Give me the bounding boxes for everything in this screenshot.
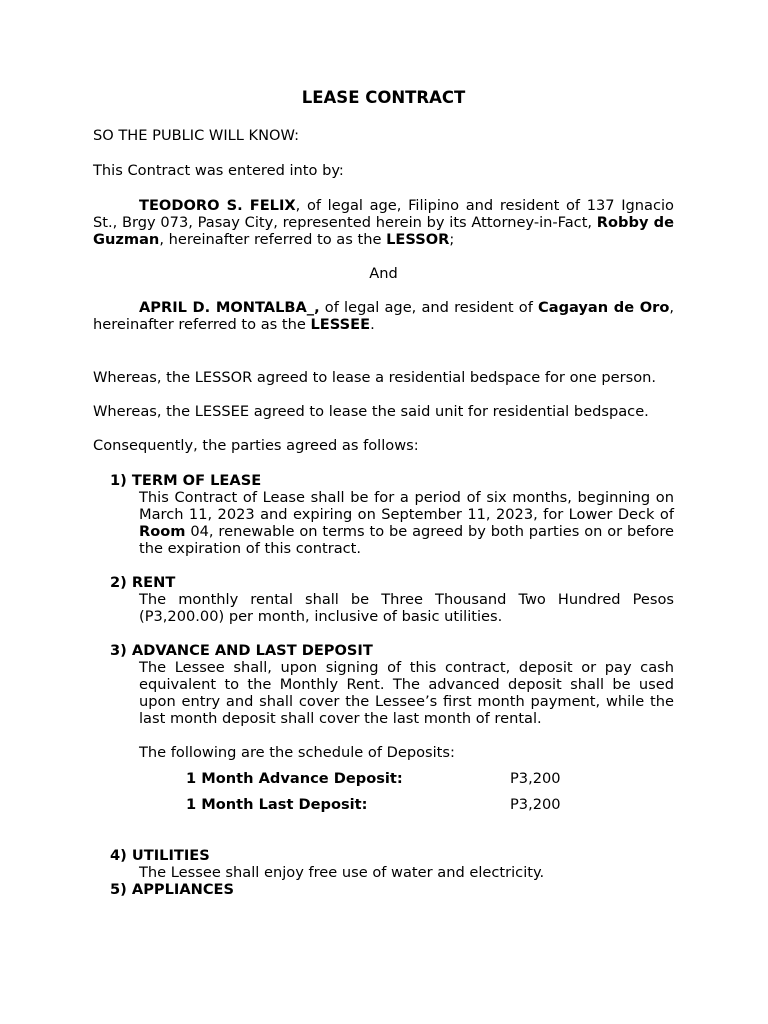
term-text-2: 04, renewable on terms to be agreed by both parties on or before the expiration of this contract.	[139, 523, 674, 557]
section-term-body	[139, 489, 674, 557]
lease-contract-page	[93, 88, 674, 898]
lessor-attorney: Robby de Guzman	[93, 214, 674, 248]
deposit-amount: P3,200	[510, 796, 561, 813]
whereas-lessor: Whereas, the LESSOR agreed to lease a residential bedspace for one person.	[93, 369, 657, 386]
section-advance-body: The Lessee shall, upon signing of this contract, deposit or pay cash equivalent to the Monthly Rent. The advanced deposit shall be used upon entry and shall cover the Lessee’s first month payment, while the last month deposit shall cover the last month of rental.	[139, 659, 674, 727]
lessee-text-3: .	[370, 316, 375, 333]
term-room-label: Room	[139, 523, 186, 540]
section-rent-title: 2) RENT	[110, 574, 176, 591]
section-rent-body: The monthly rental shall be Three Thousand Two Hundred Pesos (P3,200.00) per month, inclusive of basic utilities.	[139, 591, 674, 625]
section-utilities-title: 4) UTILITIES	[110, 847, 210, 864]
lessee-role: LESSEE	[310, 316, 371, 333]
deposit-amount: P3,200	[510, 770, 561, 787]
section-advance-title: 3) ADVANCE AND LAST DEPOSIT	[110, 642, 373, 659]
deposit-label: 1 Month Last Deposit:	[186, 796, 368, 813]
lessee-text-2: , hereinafter referred to as the	[93, 299, 674, 333]
deposit-label: 1 Month Advance Deposit:	[186, 770, 403, 787]
whereas-lessee: Whereas, the LESSEE agreed to lease the said unit for residential bedspace.	[93, 403, 649, 420]
lessee-paragraph	[93, 299, 674, 333]
section-appliances-title: 5) APPLIANCES	[110, 881, 235, 898]
intro-public-notice: SO THE PUBLIC WILL KNOW:	[93, 127, 299, 144]
lessee-name: APRIL D. MONTALBA_,	[139, 299, 320, 316]
section-term-title: 1) TERM OF LEASE	[110, 472, 262, 489]
conjunction-and: And	[369, 265, 398, 282]
deposit-row-last	[186, 796, 674, 813]
lessor-text-2: , hereinafter referred to as the	[159, 231, 387, 248]
lessor-role: LESSOR	[386, 231, 450, 248]
lessor-text-1: , of legal age, Filipino and resident of 137 Ignacio St., Brgy 073, Pasay City, represented herein by its Attorney-in-Fact,	[93, 197, 674, 231]
deposit-row-advance	[186, 770, 674, 787]
section-utilities-body: The Lessee shall enjoy free use of water and electricity.	[139, 864, 545, 881]
deposit-schedule-intro: The following are the schedule of Deposits:	[139, 744, 455, 761]
document-title: LEASE CONTRACT	[301, 88, 466, 107]
lessor-paragraph	[93, 197, 674, 248]
consequently-paragraph: Consequently, the parties agreed as follows:	[93, 437, 419, 454]
intro-entered-by: This Contract was entered into by:	[93, 162, 344, 179]
term-text-1: This Contract of Lease shall be for a period of six months, beginning on March 11, 2023 and expiring on September 11, 2023, for Lower Deck of	[139, 489, 674, 523]
lessor-text-3: ;	[449, 231, 455, 248]
lessor-name: TEODORO S. FELIX	[139, 197, 296, 214]
lessee-text-1: of legal age, and resident of	[319, 299, 539, 316]
lessee-residence: Cagayan de Oro	[538, 299, 670, 316]
